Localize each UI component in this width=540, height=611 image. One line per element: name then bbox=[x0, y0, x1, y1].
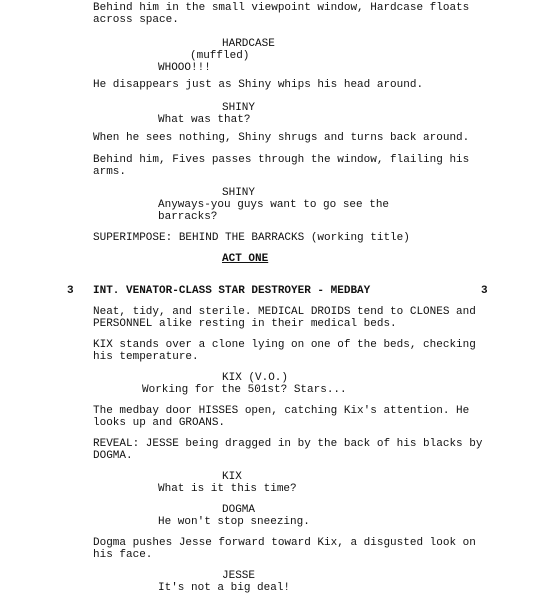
character-name: JESSE bbox=[222, 570, 256, 582]
action-line: Behind him, Fives passes through the window, flailing his bbox=[93, 154, 470, 166]
action-line: KIX stands over a clone lying on one of the beds, checking bbox=[93, 339, 476, 351]
act-heading: ACT ONE bbox=[222, 253, 269, 265]
action-line: Neat, tidy, and sterile. MEDICAL DROIDS tend to CLONES and bbox=[93, 306, 476, 318]
character-name: SHINY bbox=[222, 102, 256, 114]
dialogue-line: What is it this time? bbox=[158, 483, 297, 495]
dialogue-line: barracks? bbox=[158, 211, 218, 223]
action-line: arms. bbox=[93, 166, 127, 178]
dialogue-line: He won't stop sneezing. bbox=[158, 516, 310, 528]
action-line: Behind him in the small viewpoint window, Hardcase floats bbox=[93, 2, 470, 14]
dialogue-line: What was that? bbox=[158, 114, 251, 126]
action-line: Dogma pushes Jesse forward toward Kix, a disgusted look on bbox=[93, 537, 476, 549]
action-line: looks up and GROANS. bbox=[93, 417, 226, 429]
action-line: When he sees nothing, Shiny shrugs and turns back around. bbox=[93, 132, 470, 144]
parenthetical: (muffled) bbox=[190, 50, 250, 62]
action-line: his temperature. bbox=[93, 351, 199, 363]
action-line: REVEAL: JESSE being dragged in by the back of his blacks by bbox=[93, 438, 483, 450]
action-line: The medbay door HISSES open, catching Kix's attention. He bbox=[93, 405, 470, 417]
character-name: DOGMA bbox=[222, 504, 256, 516]
scene-number-right: 3 bbox=[481, 285, 488, 297]
character-name: KIX (V.O.) bbox=[222, 372, 289, 384]
dialogue-line: Working for the 501st? Stars... bbox=[142, 384, 347, 396]
scene-number-left: 3 bbox=[67, 285, 74, 297]
scene-heading: INT. VENATOR-CLASS STAR DESTROYER - MEDBAY bbox=[93, 285, 371, 297]
dialogue-line: WHOOO!!! bbox=[158, 62, 211, 74]
action-line: He disappears just as Shiny whips his head around. bbox=[93, 79, 424, 91]
character-name: HARDCASE bbox=[222, 38, 275, 50]
action-line: across space. bbox=[93, 14, 179, 26]
action-line: DOGMA. bbox=[93, 450, 133, 462]
character-name: SHINY bbox=[222, 187, 256, 199]
action-line: SUPERIMPOSE: BEHIND THE BARRACKS (working title) bbox=[93, 232, 410, 244]
action-line: PERSONNEL alike resting in their medical beds. bbox=[93, 318, 397, 330]
dialogue-line: It's not a big deal! bbox=[158, 582, 291, 594]
character-name: KIX bbox=[222, 471, 242, 483]
dialogue-line: Anyways-you guys want to go see the bbox=[158, 199, 390, 211]
action-line: his face. bbox=[93, 549, 153, 561]
